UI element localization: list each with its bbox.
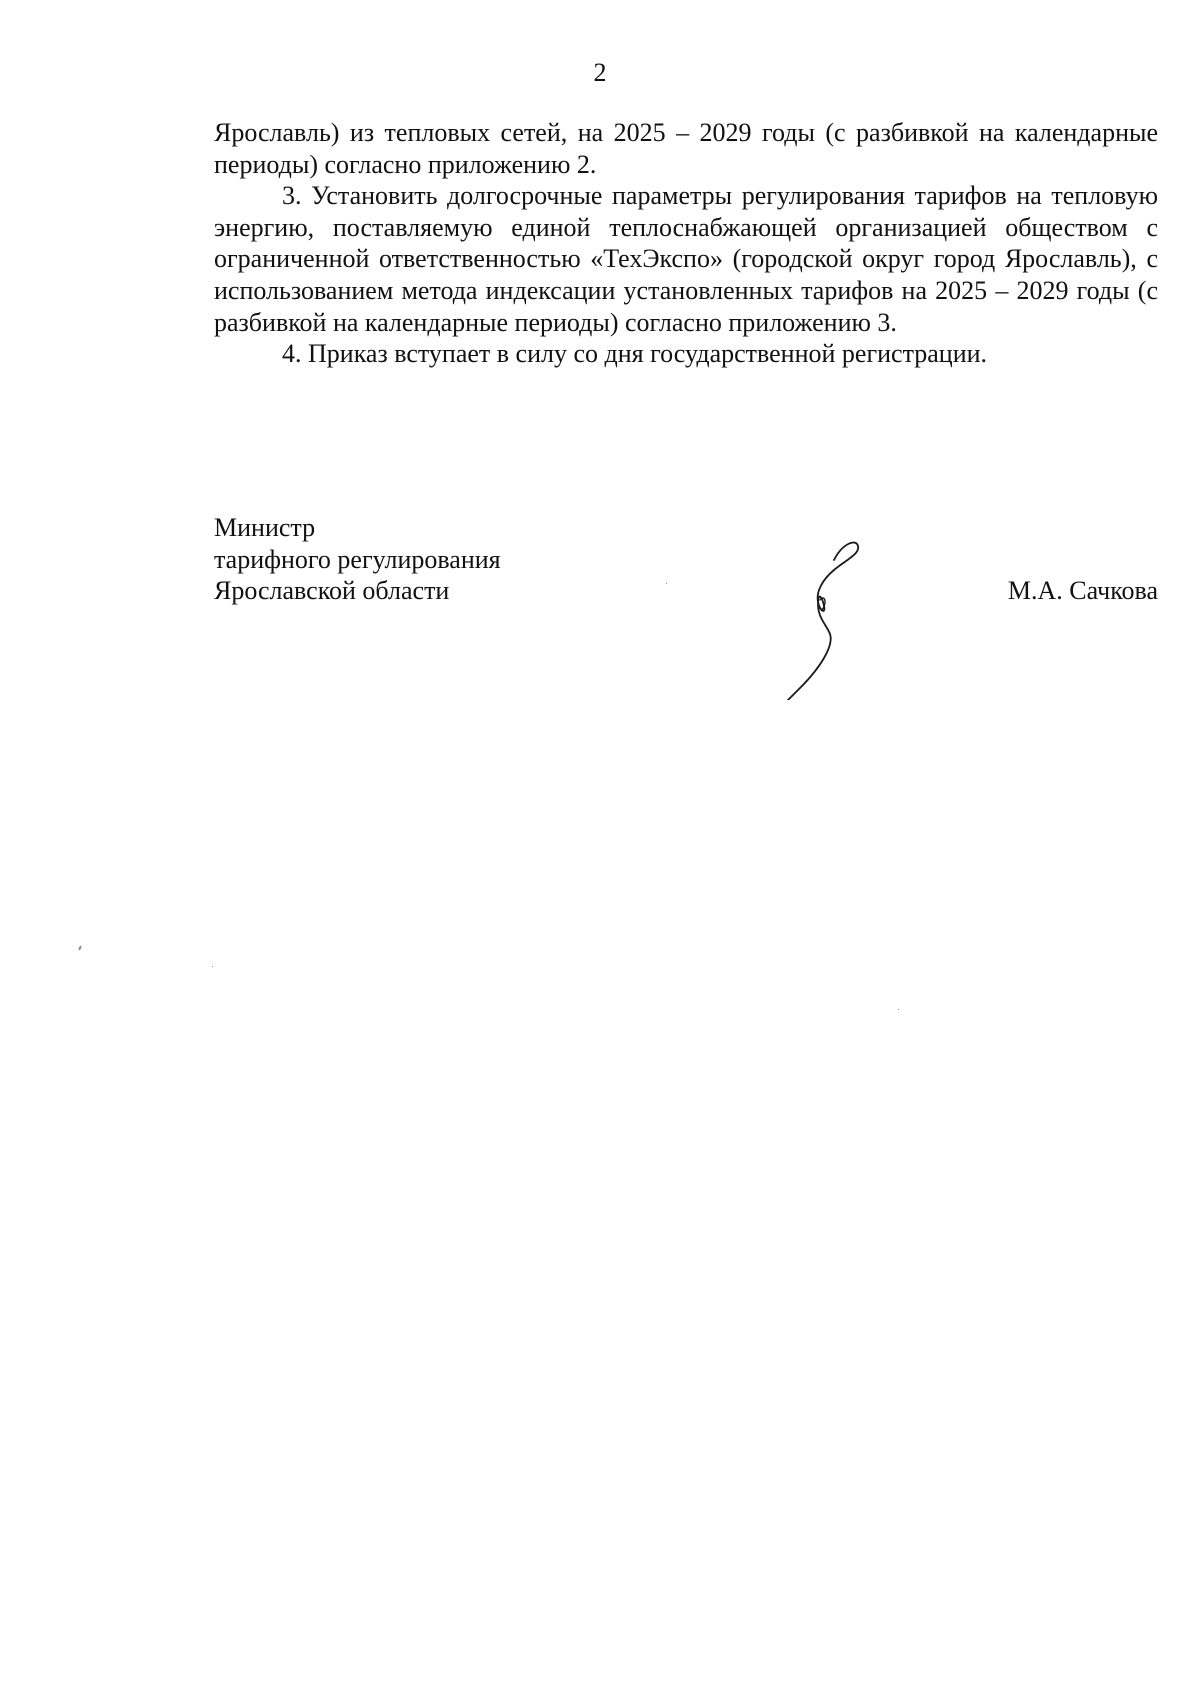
position-title-line: тарифного регулирования	[214, 544, 501, 574]
document-body	[214, 117, 1158, 370]
page-number: 2	[593, 58, 607, 87]
scan-speck	[898, 1009, 899, 1010]
scan-speck	[212, 966, 213, 967]
paragraph-continuation: Ярославль) из тепловых сетей, на 2025 – 2029 годы (с разбивкой на календарные периоды) согласно приложению 2.	[214, 118, 1158, 179]
handwritten-signature	[782, 530, 902, 700]
scan-speck	[78, 946, 82, 950]
position-title-line: Министр	[214, 513, 316, 542]
position-title	[214, 512, 501, 607]
paragraph-item-4: 4. Приказ вступает в силу со дня государственной регистрации.	[282, 339, 988, 369]
signer-name: М.А. Сачкова	[1007, 576, 1158, 605]
position-title-line: Ярославской области	[214, 576, 450, 606]
paragraph-item-3: 3. Установить долгосрочные параметры регулирования тарифов на тепловую энергию, поставляемую единой теплоснабжающей организацией обществом с ограниченной ответственностью «ТехЭкспо» (городской округ город Ярославль), с использованием метода индексации установленных тарифов на 2025 – 2029 годы (с разбивкой на календарные периоды) согласно приложению 3.	[214, 181, 1158, 337]
scan-speck	[666, 583, 667, 584]
signature-block	[214, 512, 1158, 682]
